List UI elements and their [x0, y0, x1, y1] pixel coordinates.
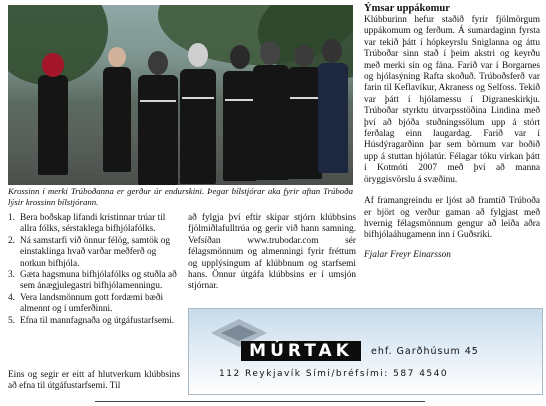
photo-caption: Krossinn í merki Trúboðanna er gerður úr endurskini. Þegar bílstjórar aka fyrir aftan Trúboða lýsir krossinn bílstjórann. [8, 186, 353, 207]
future-paragraph: Af framangreindu er ljóst að framtíð Trúboða er björt og verður gaman að fylgjast með hvernig félagsmönnum gengur að leiða aðra bifhjólaáhugamenn inn í Guðsríki. [364, 196, 540, 241]
person-shape [223, 71, 257, 181]
list-number: 4. [8, 292, 15, 303]
media-paragraph: að fylgja því eftir skipar stjórn klúbbsins fjölmiðlafulltrúa og gerir við hann samning. Vefsíðan www.trubodar.com sér félagsmönnum og almenningi fyrir fréttum og upplýsingum af klúbbnum og starfsemi hans. Önnur útgáfa klúbbsins er í umsjón stjórnar. [188, 213, 356, 292]
head-shape [148, 51, 168, 75]
list-item [8, 293, 180, 316]
list-text: Vera landsmönnum gott fordæmi bæði almennt og í umferðinni. [20, 292, 164, 315]
person-shape [180, 69, 216, 184]
list-text: Bera boðskap lifandi kristinnar trúar til allra fólks, sérstaklega bifhjólafólks. [20, 213, 166, 235]
helmet-shape [42, 53, 64, 77]
person-shape [288, 67, 322, 179]
company-name: MÚRTAK [241, 341, 361, 361]
group-photo [8, 5, 353, 185]
person-shape [103, 67, 131, 172]
murtak-advertisement [188, 308, 543, 395]
events-column [364, 3, 540, 261]
helmet-shape [188, 43, 208, 67]
list-item [8, 316, 180, 327]
helmet-shape [260, 41, 280, 65]
list-item [8, 213, 180, 236]
list-item [8, 236, 180, 270]
reflective-stripe [140, 100, 176, 102]
author-signature: Fjalar Freyr Einarsson [364, 249, 451, 260]
list-number: 3. [8, 270, 15, 281]
helmet-shape [294, 45, 314, 67]
person-shape [138, 75, 178, 185]
head-shape [108, 47, 126, 67]
list-item [8, 270, 180, 293]
person-shape [38, 75, 68, 175]
club-goals-list [8, 213, 180, 327]
company-phone: 112 Reykjavík Sími/bréfsími: 587 4540 [219, 369, 449, 379]
list-text: Gæta hagsmuna bifhjólafólks og stuðla að sem ánægjulegastri bifhjólamenningu. [20, 270, 177, 292]
events-paragraph: Klúbburinn hefur staðið fyrir fjölmörgum uppákomum og ferðum. Á sumardaginn fyrsta var tekið þátt í hópkeyrslu Sniglanna og áttu Trúboðar sinn stað í þeim akstri og keyrðu með merki sín og fána. Farið var í Borgarnes og hjólasýning Rafta skoðuð. Trúboðsferð var farin til Keflavíkur, Akraness og Selfoss. Tekið var þátt í hjólamessu í Digraneskirkju. Trúboðar styrktu útvarpsstöðina Lindina með því að bjóða stuðningssölum upp á stórt ferðalag einn laugardag. Farið var í Húsdýragarðinn þar sem börnum var boðið upp á stuttan hjólatúr. Félagar tóku virkan þátt í Kotmóti 2007 með því að manna öryggisvörslu á svæðinu. [364, 15, 540, 185]
events-heading: Ýmsar uppákomur [364, 3, 450, 14]
person-shape [318, 63, 348, 173]
list-number: 5. [8, 315, 15, 326]
publishing-paragraph: Eins og segir er eitt af hlutverkum klúbbsins að efna til útgáfustarfsemi. Til [8, 370, 180, 392]
person-shape [253, 65, 289, 180]
reflective-stripe [225, 99, 255, 101]
list-text: Efna til mannfagnaða og útgáfustarfsemi. [20, 315, 175, 326]
reflective-stripe [290, 97, 320, 99]
list-text: Ná samstarfi við önnur félög, samtök og einstaklinga hvað varðar meðferð og notkun bifhjóla. [20, 235, 171, 269]
company-address: ehf. Garðhúsum 45 [371, 346, 479, 357]
list-number: 2. [8, 235, 15, 246]
bottom-divider [95, 401, 425, 402]
helmet-shape [322, 39, 342, 63]
list-number: 1. [8, 213, 15, 223]
reflective-stripe [182, 97, 214, 99]
helmet-shape [230, 45, 250, 69]
